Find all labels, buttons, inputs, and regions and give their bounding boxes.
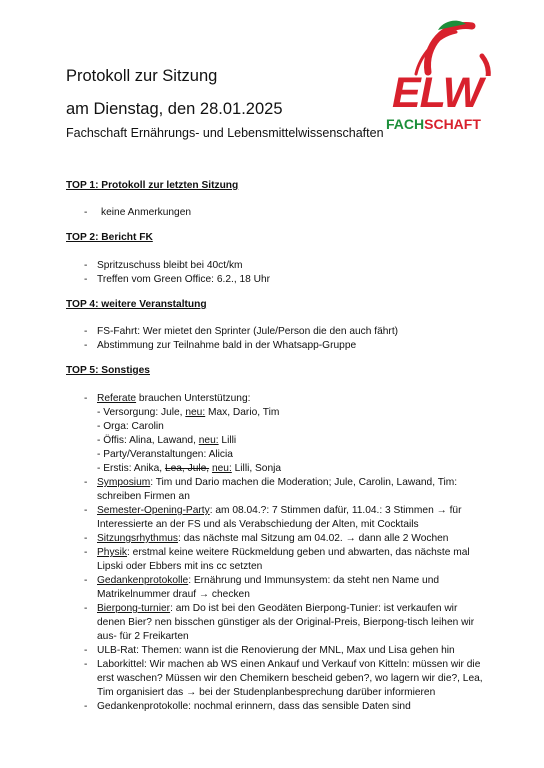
referat-oeffis	[97, 434, 236, 448]
bullet-dash: -	[84, 393, 88, 404]
gedanken-line-2: Matrikelnummer drauf → checken	[97, 589, 250, 600]
logo-fachschaft-text	[386, 116, 481, 132]
bullet-dash: -	[84, 547, 88, 558]
neu-label: neu:	[198, 435, 219, 446]
referate-text: brauchen Unterstützung:	[136, 393, 251, 404]
bullet-dash: -	[84, 701, 88, 712]
text-segment: : Tim und Dario machen die Moderation; Jule, Carolin, Lawand, Tim:	[150, 477, 458, 488]
referat-erstis	[97, 462, 281, 476]
text-segment: Lilli	[218, 435, 237, 446]
bullet-dash: -	[84, 477, 88, 488]
bullet-dash: -	[84, 645, 88, 656]
gedanken-label: Gedankenprotokolle	[97, 575, 189, 586]
top2-item: Spritzuschuss bleibt bei 40ct/km	[97, 260, 243, 271]
logo-elw-text: ELW	[392, 69, 483, 117]
party-line-2: Interessierte an der FS und als Verabschiedung der Alten, mit Cocktails	[97, 519, 419, 530]
bullet-dash: -	[84, 340, 88, 351]
symposium-line	[97, 476, 457, 490]
bullet-dash: -	[84, 274, 88, 285]
bullet-dash: -	[84, 326, 88, 337]
physik-label: Physik	[97, 547, 128, 558]
referate-line	[97, 392, 250, 406]
party-label: Semester-Opening-Party	[97, 505, 210, 516]
text-segment: : das nächste mal Sitzung am 04.02. → dann alle 2 Wochen	[177, 533, 449, 544]
physik-line-2: Lipski oder Ebbers mit ins cc setzten	[97, 561, 263, 572]
top4-heading: TOP 4: weitere Veranstaltung	[66, 299, 207, 310]
symposium-line-2: schreiben Firmen an	[97, 491, 190, 502]
bullet-dash: -	[84, 575, 88, 586]
bullet-dash: -	[84, 603, 88, 614]
bullet-dash: -	[84, 659, 88, 670]
laborkittel-line: Laborkittel: Wir machen ab WS einen Ankauf und Verkauf von Kitteln: müssen wir die	[97, 659, 481, 670]
top5-heading: TOP 5: Sonstiges	[66, 365, 150, 376]
top2-heading: TOP 2: Bericht FK	[66, 232, 153, 243]
text-segment: Lilli, Sonja	[231, 463, 282, 474]
document-title: Protokoll zur Sitzung	[66, 67, 218, 85]
symposium-label: Symposium	[97, 477, 151, 488]
elw-fachschaft-logo	[386, 16, 498, 136]
meeting-date: am Dienstag, den 28.01.2025	[66, 100, 283, 118]
organization-name: Fachschaft Ernährungs- und Lebensmittelwissenschaften	[66, 126, 384, 140]
text-segment: : am 08.04.?: 7 Stimmen dafür, 11.04.: 3 Stimmen → für	[209, 505, 462, 516]
bullet-dash: -	[84, 207, 88, 218]
bullet-dash: -	[84, 533, 88, 544]
logo-arc-icon	[386, 16, 498, 76]
bierpong-line-3: aus- für 2 Freikarten	[97, 631, 189, 642]
rhythmus-label: Sitzungsrhythmus	[97, 533, 178, 544]
rhythmus-line	[97, 532, 448, 546]
text-segment: : erstmal keine weitere Rückmeldung geben und abwarten, das nächste mal	[127, 547, 470, 558]
gedanken-line	[97, 574, 439, 588]
logo-fach: FACH	[386, 116, 425, 132]
laborkittel-line-2: erst waschen? Müssen wir den Chemikern bescheid geben?, wo lagern wir die?, Lea,	[97, 673, 483, 684]
text-segment: - Öffis: Alina, Lawand,	[97, 435, 199, 446]
bullet-dash: -	[84, 505, 88, 516]
struck-names: Lea, Jule,	[164, 463, 210, 474]
ulb-line: ULB-Rat: Themen: wann ist die Renovierung der MNL, Max und Lisa gehen hin	[97, 645, 455, 656]
referat-orga: - Orga: Carolin	[97, 421, 164, 432]
text-segment: : am Do ist bei den Geodäten Bierpong-Tunier: ist verkaufen wir	[170, 603, 458, 614]
referate-label: Referate	[97, 393, 137, 404]
physik-line	[97, 546, 470, 560]
top1-heading: TOP 1: Protokoll zur letzten Sitzung	[66, 180, 239, 191]
top4-item: FS-Fahrt: Wer mietet den Sprinter (Jule/Person die den auch fährt)	[97, 326, 399, 337]
neu-label: neu:	[185, 407, 206, 418]
referat-party: - Party/Veranstaltungen: Alicia	[97, 449, 233, 460]
logo-schaft: SCHAFT	[424, 116, 481, 132]
text-segment: Max, Dario, Tim	[205, 407, 280, 418]
bierpong-label: Bierpong-turnier	[97, 603, 171, 614]
referat-versorgung	[97, 406, 279, 420]
party-line	[97, 504, 461, 518]
gedanken2-line: Gedankenprotokolle: nochmal erinnern, dass das sensible Daten sind	[97, 701, 411, 712]
text-segment: - Erstis: Anika,	[97, 463, 165, 474]
laborkittel-line-3: Tim organisiert das → bei der Studenplanbesprechung darüber informieren	[97, 687, 436, 698]
text-segment: - Versorgung: Jule,	[97, 407, 186, 418]
bierpong-line-2: denen Bier? nen bisschen günstiger als der Original-Preis, Bierpong-tisch leihen wir	[97, 617, 475, 628]
top2-item: Treffen vom Green Office: 6.2., 18 Uhr	[97, 274, 271, 285]
top4-item: Abstimmung zur Teilnahme bald in der Whatsapp-Gruppe	[97, 340, 357, 351]
bierpong-line	[97, 602, 457, 616]
top1-item: keine Anmerkungen	[101, 207, 192, 218]
neu-label: neu:	[211, 463, 232, 474]
bullet-dash: -	[84, 260, 88, 271]
text-segment: : Ernährung und Immunsystem: da steht nen Name und	[188, 575, 440, 586]
